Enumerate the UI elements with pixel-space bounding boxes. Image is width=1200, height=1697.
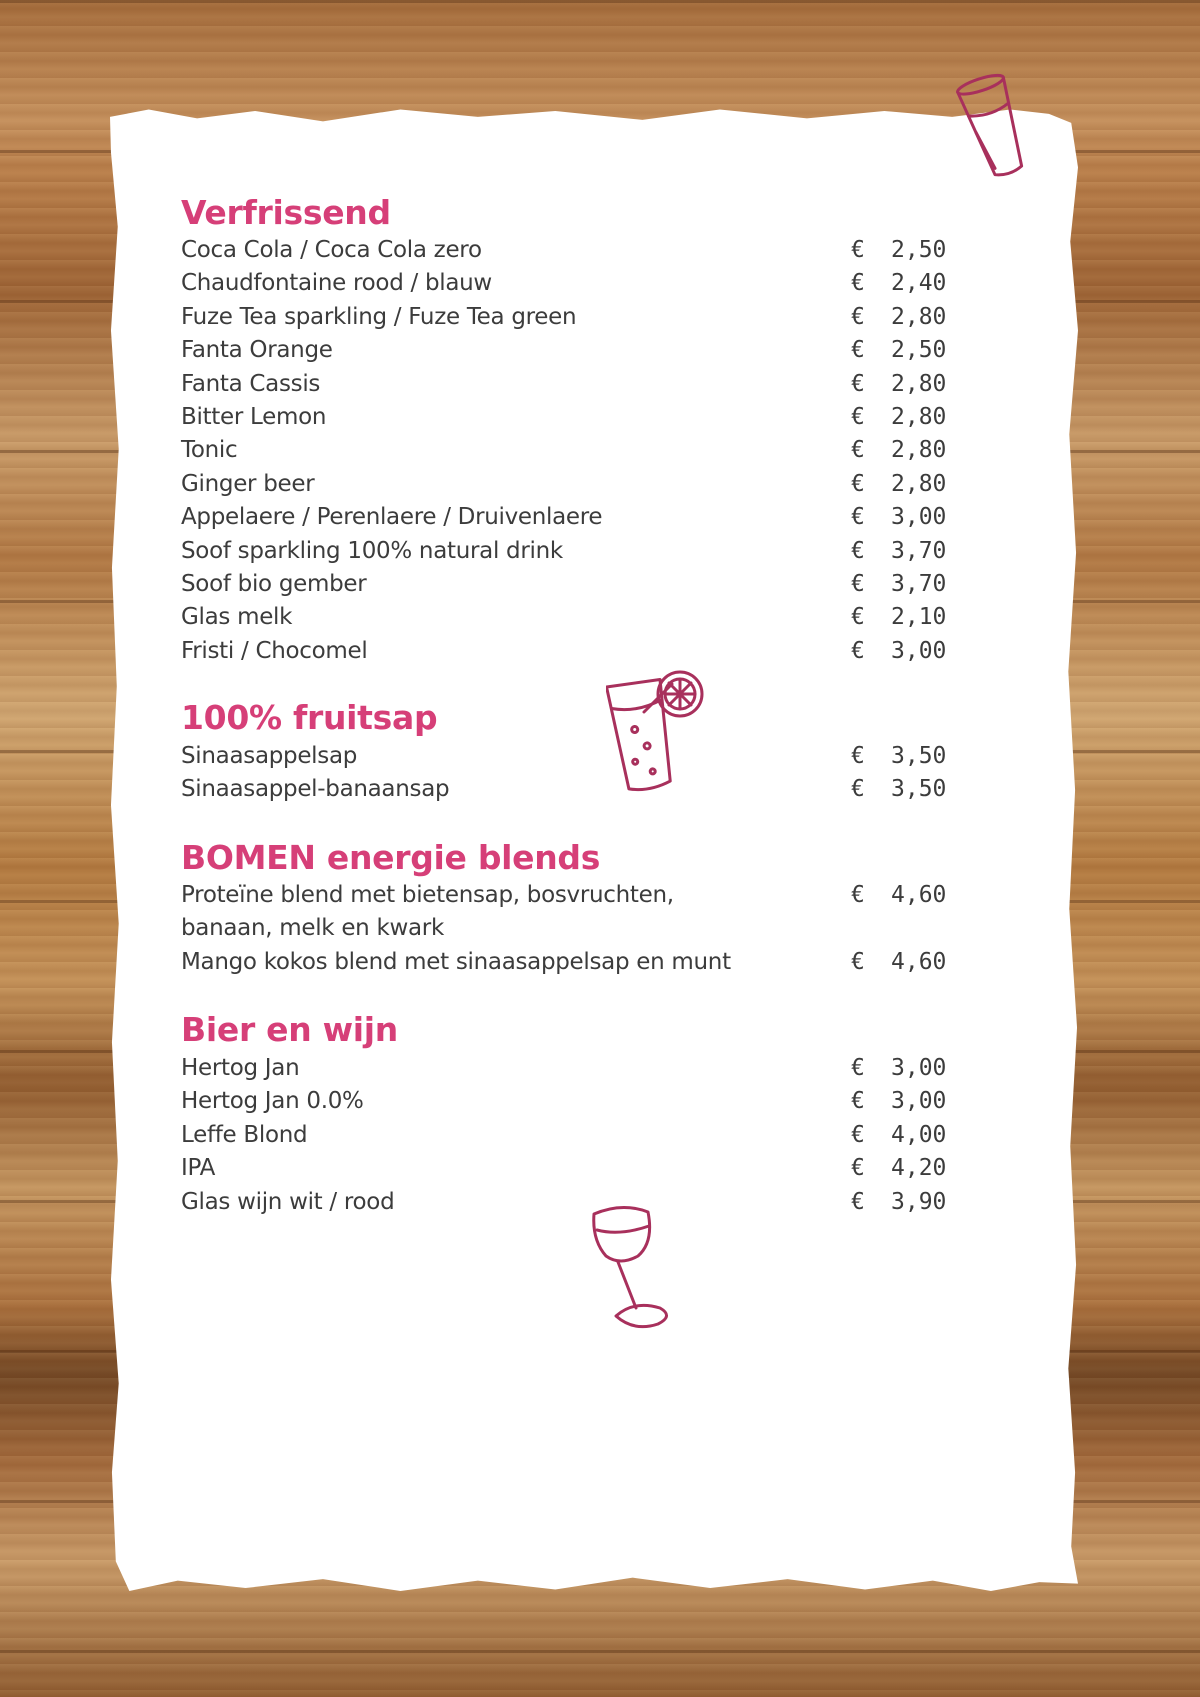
menu-item <box>181 267 947 300</box>
item-price <box>851 1052 946 1085</box>
item-name: Tonic <box>181 437 238 464</box>
item-name: Ginger beer <box>181 470 315 497</box>
price-value: 4,60 <box>891 948 947 975</box>
currency-symbol: € <box>851 637 865 664</box>
menu-item <box>181 368 947 401</box>
item-name: Coca Cola / Coca Cola zero <box>181 237 482 263</box>
currency-symbol: € <box>851 370 865 397</box>
section-title-bomen: BOMEN energie blends <box>181 838 601 877</box>
item-price <box>851 401 946 434</box>
menu-item <box>181 468 947 501</box>
menu-item <box>181 740 947 773</box>
currency-symbol: € <box>851 303 865 330</box>
section-title-bier-en-wijn: Bier en wijn <box>181 1010 398 1049</box>
price-value: 3,00 <box>891 1055 947 1081</box>
item-name: Hertog Jan <box>181 1055 300 1081</box>
currency-symbol: € <box>851 537 865 564</box>
glass-icon <box>948 66 1044 186</box>
item-name: Fuze Tea sparkling / Fuze Tea green <box>181 303 577 330</box>
item-name: Appelaere / Perenlaere / Druivenlaere <box>181 504 603 531</box>
item-name: Mango kokos blend met sinaasappelsap en munt <box>181 948 731 975</box>
currency-symbol: € <box>851 776 865 803</box>
price-value: 3,00 <box>891 637 947 664</box>
item-price <box>851 1152 946 1185</box>
menu-item <box>181 568 947 601</box>
price-value: 2,80 <box>891 370 947 397</box>
item-list-bier-en-wijn <box>181 1052 947 1219</box>
item-price <box>851 501 946 534</box>
menu-item <box>181 879 947 946</box>
menu-item <box>181 1119 947 1152</box>
currency-symbol: € <box>851 470 865 497</box>
item-name: Glas wijn wit / rood <box>181 1188 395 1215</box>
item-name: Hertog Jan 0.0% <box>181 1088 364 1115</box>
item-list-fruitsap <box>181 740 947 807</box>
price-value: 2,80 <box>891 470 947 497</box>
currency-symbol: € <box>851 604 865 631</box>
menu-item <box>181 401 947 434</box>
item-price <box>851 368 946 401</box>
item-name: Chaudfontaine rood / blauw <box>181 270 492 297</box>
item-price <box>851 946 946 979</box>
price-value: 2,40 <box>891 270 947 297</box>
item-name: Fanta Orange <box>181 337 333 364</box>
menu-item <box>181 773 947 806</box>
item-name: Leffe Blond <box>181 1121 308 1148</box>
price-value: 3,00 <box>891 1088 947 1115</box>
item-price <box>851 468 946 501</box>
currency-symbol: € <box>851 1055 865 1081</box>
currency-symbol: € <box>851 1121 865 1148</box>
item-name: Soof bio gember <box>181 571 367 598</box>
price-value: 2,50 <box>891 237 947 263</box>
item-price <box>851 1186 946 1219</box>
item-price <box>851 773 946 806</box>
price-value: 4,00 <box>891 1121 947 1148</box>
menu-item <box>181 501 947 534</box>
menu-item <box>181 234 947 267</box>
item-price <box>851 635 946 668</box>
item-price <box>851 267 946 300</box>
item-price <box>851 334 946 367</box>
price-value: 2,50 <box>891 337 947 364</box>
item-price <box>851 301 946 334</box>
item-list-bomen <box>181 879 947 979</box>
menu-item <box>181 601 947 634</box>
item-price <box>851 568 946 601</box>
price-value: 3,00 <box>891 504 947 531</box>
item-list-verfrissend <box>181 234 947 668</box>
menu-item <box>181 1152 947 1185</box>
currency-symbol: € <box>851 948 865 975</box>
currency-symbol: € <box>851 743 865 769</box>
item-name: Glas melk <box>181 604 293 631</box>
item-price <box>851 1119 946 1152</box>
menu-item <box>181 1186 947 1219</box>
currency-symbol: € <box>851 882 865 908</box>
item-name: Proteïne blend met bietensap, bosvruchten, banaan, melk en kwark <box>181 882 674 942</box>
price-value: 2,10 <box>891 604 947 631</box>
item-name: Fanta Cassis <box>181 370 321 397</box>
item-name: Soof sparkling 100% natural drink <box>181 537 563 564</box>
price-value: 4,20 <box>891 1155 947 1182</box>
price-value: 2,80 <box>891 437 947 464</box>
menu-item <box>181 301 947 334</box>
currency-symbol: € <box>851 437 865 464</box>
currency-symbol: € <box>851 337 865 364</box>
item-price <box>851 535 946 568</box>
price-value: 2,80 <box>891 404 947 431</box>
item-price <box>851 234 946 267</box>
item-price <box>851 740 946 773</box>
menu-item <box>181 635 947 668</box>
item-name: IPA <box>181 1155 216 1182</box>
currency-symbol: € <box>851 237 865 263</box>
item-name: Sinaasappelsap <box>181 743 358 769</box>
price-value: 4,60 <box>891 882 947 908</box>
currency-symbol: € <box>851 571 865 598</box>
menu-item <box>181 946 947 979</box>
menu-item <box>181 334 947 367</box>
currency-symbol: € <box>851 404 865 431</box>
juice-glass-icon <box>606 668 706 794</box>
section-title-verfrissend: Verfrissend <box>181 193 391 232</box>
section-title-fruitsap: 100% fruitsap <box>181 698 438 737</box>
currency-symbol: € <box>851 1188 865 1215</box>
menu-item <box>181 1085 947 1118</box>
item-price <box>851 1085 946 1118</box>
price-value: 3,50 <box>891 776 947 803</box>
currency-symbol: € <box>851 1155 865 1182</box>
price-value: 3,90 <box>891 1188 947 1215</box>
price-value: 3,50 <box>891 743 947 769</box>
item-name: Fristi / Chocomel <box>181 637 368 664</box>
menu-item <box>181 434 947 467</box>
currency-symbol: € <box>851 270 865 297</box>
item-price <box>851 434 946 467</box>
currency-symbol: € <box>851 1088 865 1115</box>
price-value: 2,80 <box>891 303 947 330</box>
menu-item <box>181 1052 947 1085</box>
price-value: 3,70 <box>891 571 947 598</box>
item-price <box>851 879 946 912</box>
menu-item <box>181 535 947 568</box>
item-price <box>851 601 946 634</box>
currency-symbol: € <box>851 504 865 531</box>
item-name: Sinaasappel-banaansap <box>181 776 450 803</box>
item-name: Bitter Lemon <box>181 404 327 431</box>
wine-glass-icon <box>588 1200 684 1332</box>
price-value: 3,70 <box>891 537 947 564</box>
